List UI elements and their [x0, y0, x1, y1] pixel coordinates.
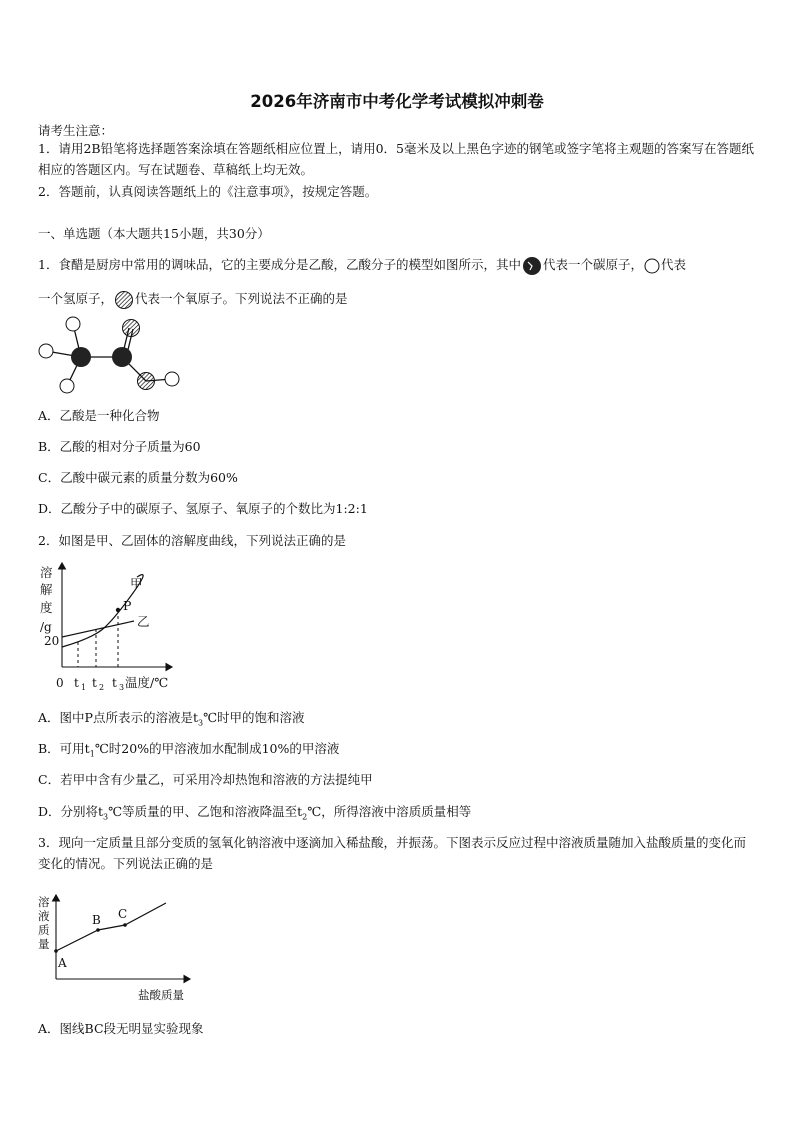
q2-option-d-text2: ℃等质量的甲、乙饱和溶液降温至t — [108, 804, 303, 819]
q2-option-b[interactable] — [38, 739, 339, 759]
curve-yi-label: 乙 — [137, 614, 150, 629]
q2-option-d-sub2: 2 — [302, 812, 308, 822]
y-axis-label-char: 解 — [40, 582, 53, 597]
y-axis-label-char: 溶 — [38, 895, 50, 909]
q2-option-a-text2: ℃时甲的饱和溶液 — [203, 710, 305, 725]
q1-option-c[interactable]: C．乙酸中碳元素的质量分数为60% — [38, 470, 238, 485]
q1-stem-a: 1．食醋是厨房中常用的调味品，它的主要成分是乙酸，乙酸分子的模型如图所示，其中 — [38, 257, 521, 272]
q2-option-d-sub: 3 — [103, 812, 109, 822]
carbon-atom-icon — [521, 256, 543, 276]
q3-stem: 3．现向一定质量且部分变质的氢氧化钠溶液中逐滴加入稀盐酸，并振荡。下图表示反应过程中溶液质量随加入盐酸质量的变化而变化的情况。下列说法正确的是 — [38, 835, 746, 871]
hydrogen-atom — [66, 317, 80, 331]
curve-yi — [62, 621, 134, 637]
x-tick-label: t — [112, 676, 117, 690]
y-axis-label-char: 量 — [38, 937, 50, 951]
x-tick-subscript: 2 — [99, 683, 105, 692]
point-c-label: C — [118, 907, 128, 921]
q2-option-c[interactable]: C．若甲中含有少量乙，可采用冷却热饱和溶液的方法提纯甲 — [38, 772, 373, 787]
y-axis-label-char: 度 — [40, 600, 53, 615]
point-p-label: P — [123, 598, 132, 613]
hydrogen-atom — [165, 372, 179, 386]
q2-option-d-text: D．分别将t — [38, 804, 104, 819]
q1-stem-b: 代表一个碳原子， — [542, 257, 643, 272]
q3-option-a[interactable]: A．图线BC段无明显实验现象 — [38, 1021, 204, 1036]
point-c — [123, 923, 127, 927]
point-b-label: B — [92, 913, 101, 927]
q2-option-b-text: B．可用t — [38, 741, 90, 756]
carbon-atom — [112, 347, 132, 367]
q2-option-b-sub: 1 — [89, 749, 95, 759]
point-a-label: A — [58, 956, 67, 970]
oxygen-atom — [138, 373, 155, 390]
q1-stem-d: 一个氢原子， — [38, 291, 114, 306]
solution-mass-graph — [38, 893, 198, 1005]
q2-option-a-sub: 3 — [197, 718, 204, 728]
y-axis-label-char: 质 — [38, 923, 50, 937]
q1-stem-line2 — [38, 289, 348, 310]
hydrogen-atom — [39, 344, 53, 358]
q1-option-a[interactable]: A．乙酸是一种化合物 — [38, 408, 160, 423]
carbon-atom — [71, 347, 91, 367]
q2-option-a-text: A．图中P点所表示的溶液是t — [38, 710, 198, 725]
notice-item-2: 2．答题前，认真阅读答题纸上的《注意事项》，按规定答题。 — [38, 184, 378, 199]
q1-stem-c: 代表 — [660, 257, 686, 272]
oxygen-atom — [123, 320, 140, 337]
q1-stem-e: 代表一个氧原子。下列说法不正确的是 — [135, 291, 348, 306]
q1-option-d[interactable]: D．乙酸分子中的碳原子、氢原子、氧原子的个数比为1:2:1 — [38, 501, 368, 516]
y-axis-label-char: 液 — [38, 909, 50, 923]
q2-option-d-text3: ℃，所得溶液中溶质质量相等 — [307, 804, 472, 819]
x-tick-subscript: 3 — [119, 683, 125, 692]
hydrogen-atom — [60, 379, 74, 393]
notice-item-1: 1．请用2B铅笔将选择题答案涂填在答题纸相应位置上，请用0．5毫米及以上黑色字迹的钢笔或签字笔将主观题的答案写在答题纸相应的答题区内。写在试题卷、草稿纸上均无效。 — [38, 141, 754, 177]
acetic-acid-molecule-diagram — [36, 312, 186, 397]
hydrogen-atom-icon — [643, 257, 661, 275]
q2-option-a[interactable] — [38, 708, 305, 728]
page-title: 2026年济南市中考化学考试模拟冲刺卷 — [250, 92, 544, 111]
y-axis-label-char: /g — [40, 620, 52, 634]
notice-heading: 请考生注意： — [38, 123, 114, 138]
point-a — [54, 949, 58, 953]
oxygen-atom-icon — [113, 290, 135, 310]
q1-option-b[interactable]: B．乙酸的相对分子质量为60 — [38, 439, 201, 454]
y-tick-label: 20 — [44, 634, 60, 648]
y-axis-label-char: 溶 — [40, 565, 53, 580]
x-axis-label: 盐酸质量 — [138, 988, 184, 1002]
q1-stem-line1 — [38, 255, 686, 276]
x-tick-subscript: 1 — [81, 683, 87, 692]
point-b — [96, 928, 100, 932]
q2-stem: 2．如图是甲、乙固体的溶解度曲线，下列说法正确的是 — [38, 533, 346, 548]
mass-curve — [56, 903, 166, 951]
x-axis-label: 温度/℃ — [125, 675, 169, 690]
q2-option-b-text2: ℃时20%的甲溶液加水配制成10%的甲溶液 — [94, 741, 340, 756]
q2-option-d[interactable] — [38, 802, 471, 822]
x-tick-label: 0 — [56, 676, 64, 690]
x-tick-label: t — [74, 676, 79, 690]
x-tick-label: t — [92, 676, 97, 690]
curve-jia-label: 甲 — [130, 576, 143, 591]
solubility-curve-graph — [38, 560, 188, 695]
section-heading: 一、单选题（本大题共15小题，共30分） — [38, 226, 270, 241]
